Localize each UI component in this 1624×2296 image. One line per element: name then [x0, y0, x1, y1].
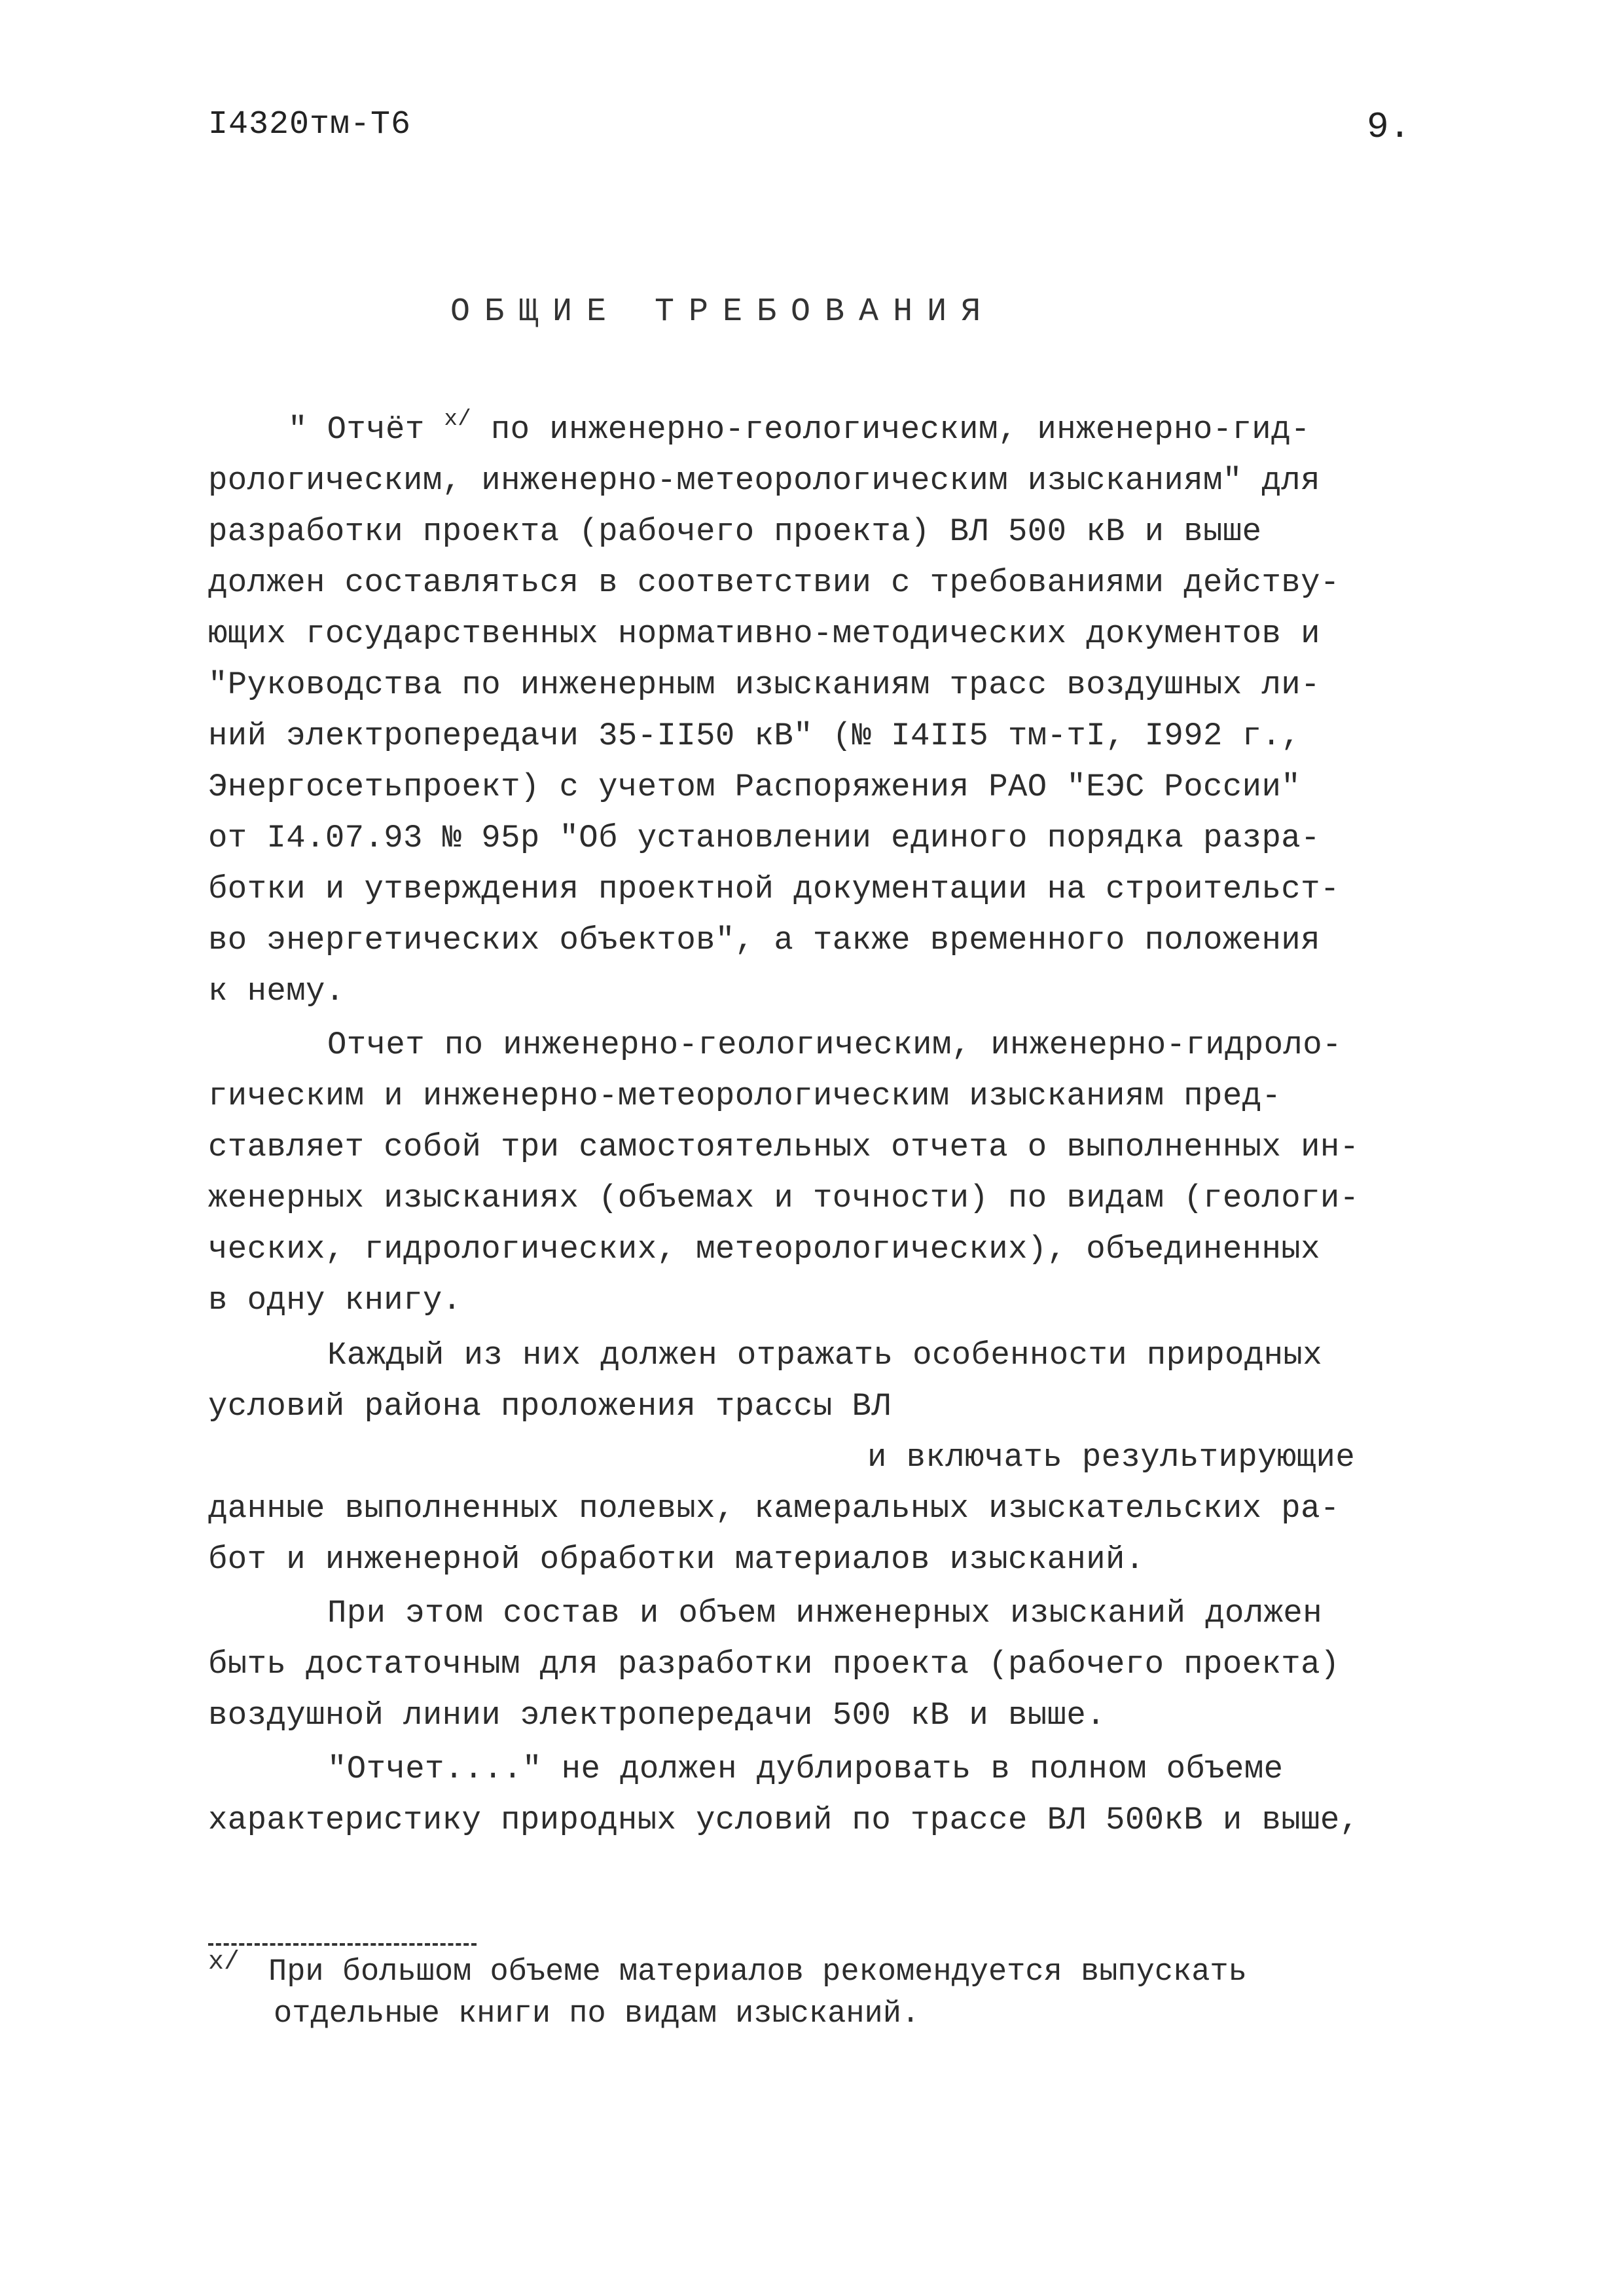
paragraph-2-line-5: ческих, гидрологических, метеорологических), объединенных	[208, 1231, 1320, 1267]
paragraph-3-line-3: и включать результирующие	[867, 1439, 1356, 1476]
line-text: по инженерно-геологическим, инженерно-гид-	[471, 411, 1310, 448]
paragraph-1-line-11: во энергетических объектов", а также временного положения	[208, 922, 1320, 958]
paragraph-5-line-1: "Отчет...." не должен дублировать в полном объеме	[327, 1751, 1284, 1787]
paragraph-4-line-2: быть достаточным для разработки проекта (рабочего проекта)	[208, 1646, 1340, 1683]
paragraph-2-line-2: гическим и инженерно-метеорологическим изысканиям пред-	[208, 1078, 1282, 1114]
footnote-line-2: отдельные книги по видам изысканий.	[274, 1997, 920, 2032]
page-number: 9.	[1367, 106, 1411, 148]
paragraph-2-line-4: женерных изысканиях (объемах и точности) по видам (геологи-	[208, 1180, 1360, 1216]
section-title: ОБЩИЕ ТРЕБОВАНИЯ	[450, 293, 996, 331]
paragraph-3-line-4: данные выполненных полевых, камеральных изыскательских ра-	[208, 1490, 1340, 1527]
paragraph-1-line-5: ющих государственных нормативно-методических документов и	[208, 615, 1320, 652]
paragraph-3-line-5: бот и инженерной обработки материалов изысканий.	[208, 1541, 1145, 1578]
paragraph-4-line-1: При этом состав и объем инженерных изысканий должен	[327, 1595, 1323, 1631]
paragraph-1-line-8: Энергосетьпроект) с учетом Распоряжения РАО "ЕЭС России"	[208, 769, 1301, 805]
document-code: I4320тм-Т6	[208, 106, 412, 143]
paragraph-4-line-3: воздушной линии электропередачи 500 кВ и выше.	[208, 1697, 1106, 1734]
footnote-marker: х/	[208, 1948, 240, 1977]
footnote-reference: х/	[444, 407, 472, 432]
paragraph-1-line-10: ботки и утверждения проектной документации на строительст-	[208, 871, 1340, 907]
paragraph-3-line-1: Каждый из них должен отражать особенности природных	[327, 1337, 1323, 1374]
paragraph-1-line-1	[288, 407, 1310, 448]
paragraph-1-line-3: разработки проекта (рабочего проекта) ВЛ 500 кВ и выше	[208, 513, 1262, 550]
paragraph-1-line-6: "Руководства по инженерным изысканиям трасс воздушных ли-	[208, 666, 1320, 703]
paragraph-1-line-9: от I4.07.93 № 95р "Об установлении единого порядка разра-	[208, 820, 1320, 856]
paragraph-2-line-1: Отчет по инженерно-геологическим, инженерно-гидроло-	[327, 1027, 1342, 1063]
paragraph-2-line-6: в одну книгу.	[208, 1282, 462, 1319]
paragraph-1-line-7: ний электропередачи 35-II50 кВ" (№ I4II5 тм-тI, I992 г.,	[208, 718, 1301, 754]
paragraph-1-line-4: должен составляться в соответствии с требованиями действу-	[208, 564, 1340, 601]
footnote-line-1: При большом объеме материалов рекомендуется выпускать	[268, 1955, 1247, 1990]
paragraph-1-line-12: к нему.	[208, 973, 345, 1010]
paragraph-2-line-3: ставляет собой три самостоятельных отчета о выполненных ин-	[208, 1129, 1360, 1165]
paragraph-5-line-2: характеристику природных условий по трассе ВЛ 500кВ и выше,	[208, 1802, 1360, 1838]
footnote-separator	[208, 1943, 477, 1946]
paragraph-1-line-2: рологическим, инженерно-метеорологическим изысканиям" для	[208, 462, 1320, 499]
quote-lead: " Отчёт	[288, 411, 444, 448]
paragraph-3-line-2: условий района проложения трассы ВЛ	[208, 1388, 892, 1425]
